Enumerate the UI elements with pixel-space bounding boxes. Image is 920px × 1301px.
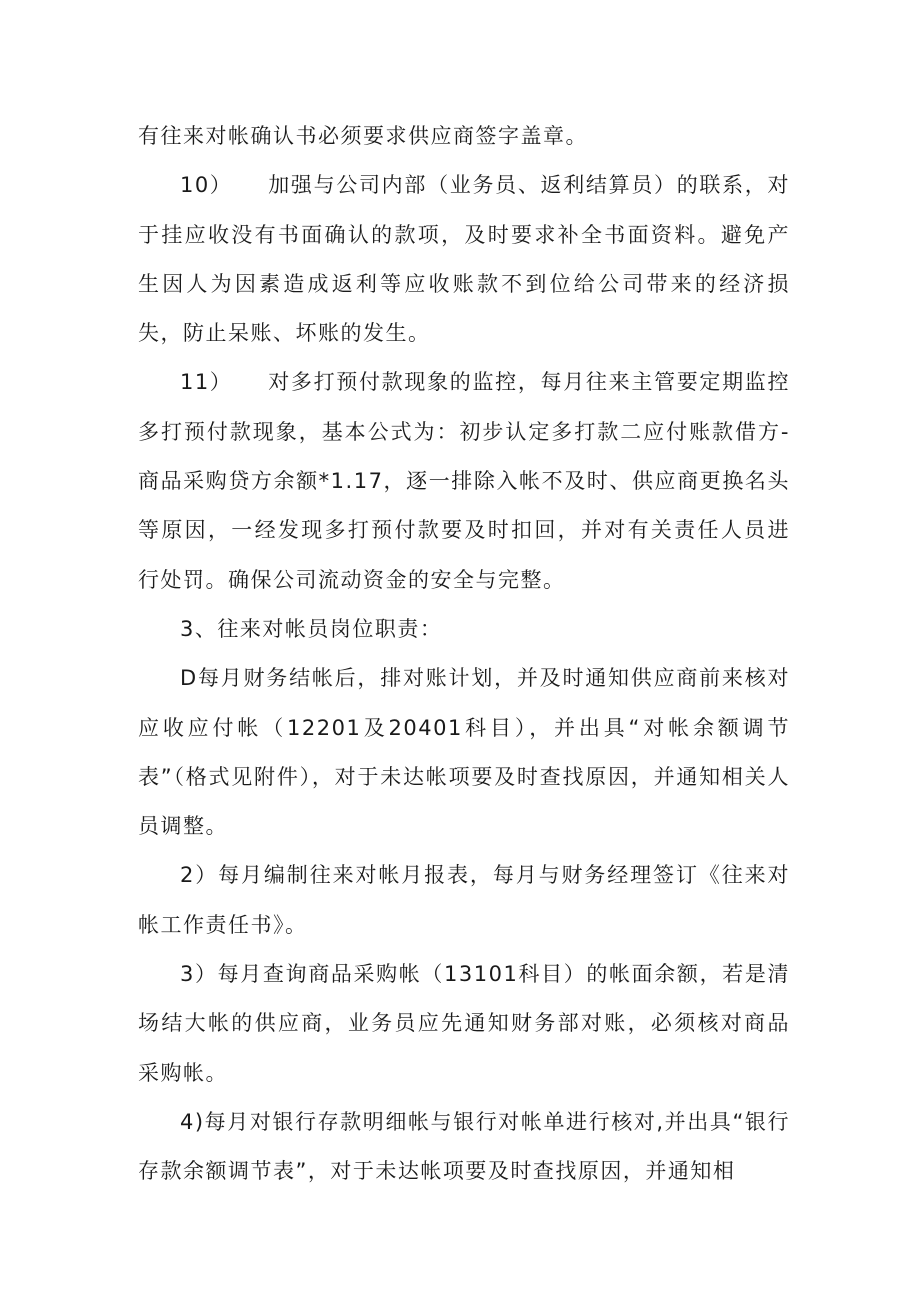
paragraph-item-11 [138, 358, 790, 604]
paragraph-continuation: 有往来对帐确认书必须要求供应商签字盖章。 [138, 124, 588, 148]
item-number: 11） [180, 370, 233, 395]
paragraph-duty-2: 2）每月编制往来对帐月报表，每月与财务经理签订《往来对帐工作责任书》。 [138, 863, 790, 937]
paragraph-duty-4: 4)每月对银行存款明细帐与银行对帐单进行核对,并出具“银行存款余额调节表”，对于未达帐项要及时查找原因，并通知相 [138, 1109, 790, 1184]
paragraph-text: 对多打预付款现象的监控，每月往来主管要定期监控多打预付款现象，基本公式为：初步认定多打款二应付账款借方-商品采购贷方余额*1.17，逐一排除入帐不及时、供应商更换名头等原因，一经发现多打预付款要及时扣回，并对有关责任人员进行处罚。确保公司流动资金的安全与完整。 [138, 370, 790, 592]
paragraph-duty-1: D每月财务结帐后，排对账计划，并及时通知供应商前来核对应收应付帐（12201及20401科目），并出具“对帐余额调节表”（格式见附件），对于未达帐项要及时查找原因，并通知相关人员调整。 [138, 666, 790, 839]
paragraph-item-10 [138, 161, 790, 358]
item-number: 10） [180, 173, 233, 198]
section-heading: 3、往来对帐员岗位职责： [180, 616, 443, 641]
paragraph-text: 加强与公司内部（业务员、返利结算员）的联系，对于挂应收没有书面确认的款项，及时要求补全书面资料。避免产生因人为因素造成返利等应收账款不到位给公司带来的经济损失，防止呆账、坏账的发生。 [138, 173, 790, 346]
paragraph-duty-3: 3）每月查询商品采购帐（13101科目）的帐面余额，若是清场结大帐的供应商，业务员应先通知财务部对账，必须核对商品采购帐。 [138, 962, 790, 1085]
document-page [138, 112, 790, 1197]
